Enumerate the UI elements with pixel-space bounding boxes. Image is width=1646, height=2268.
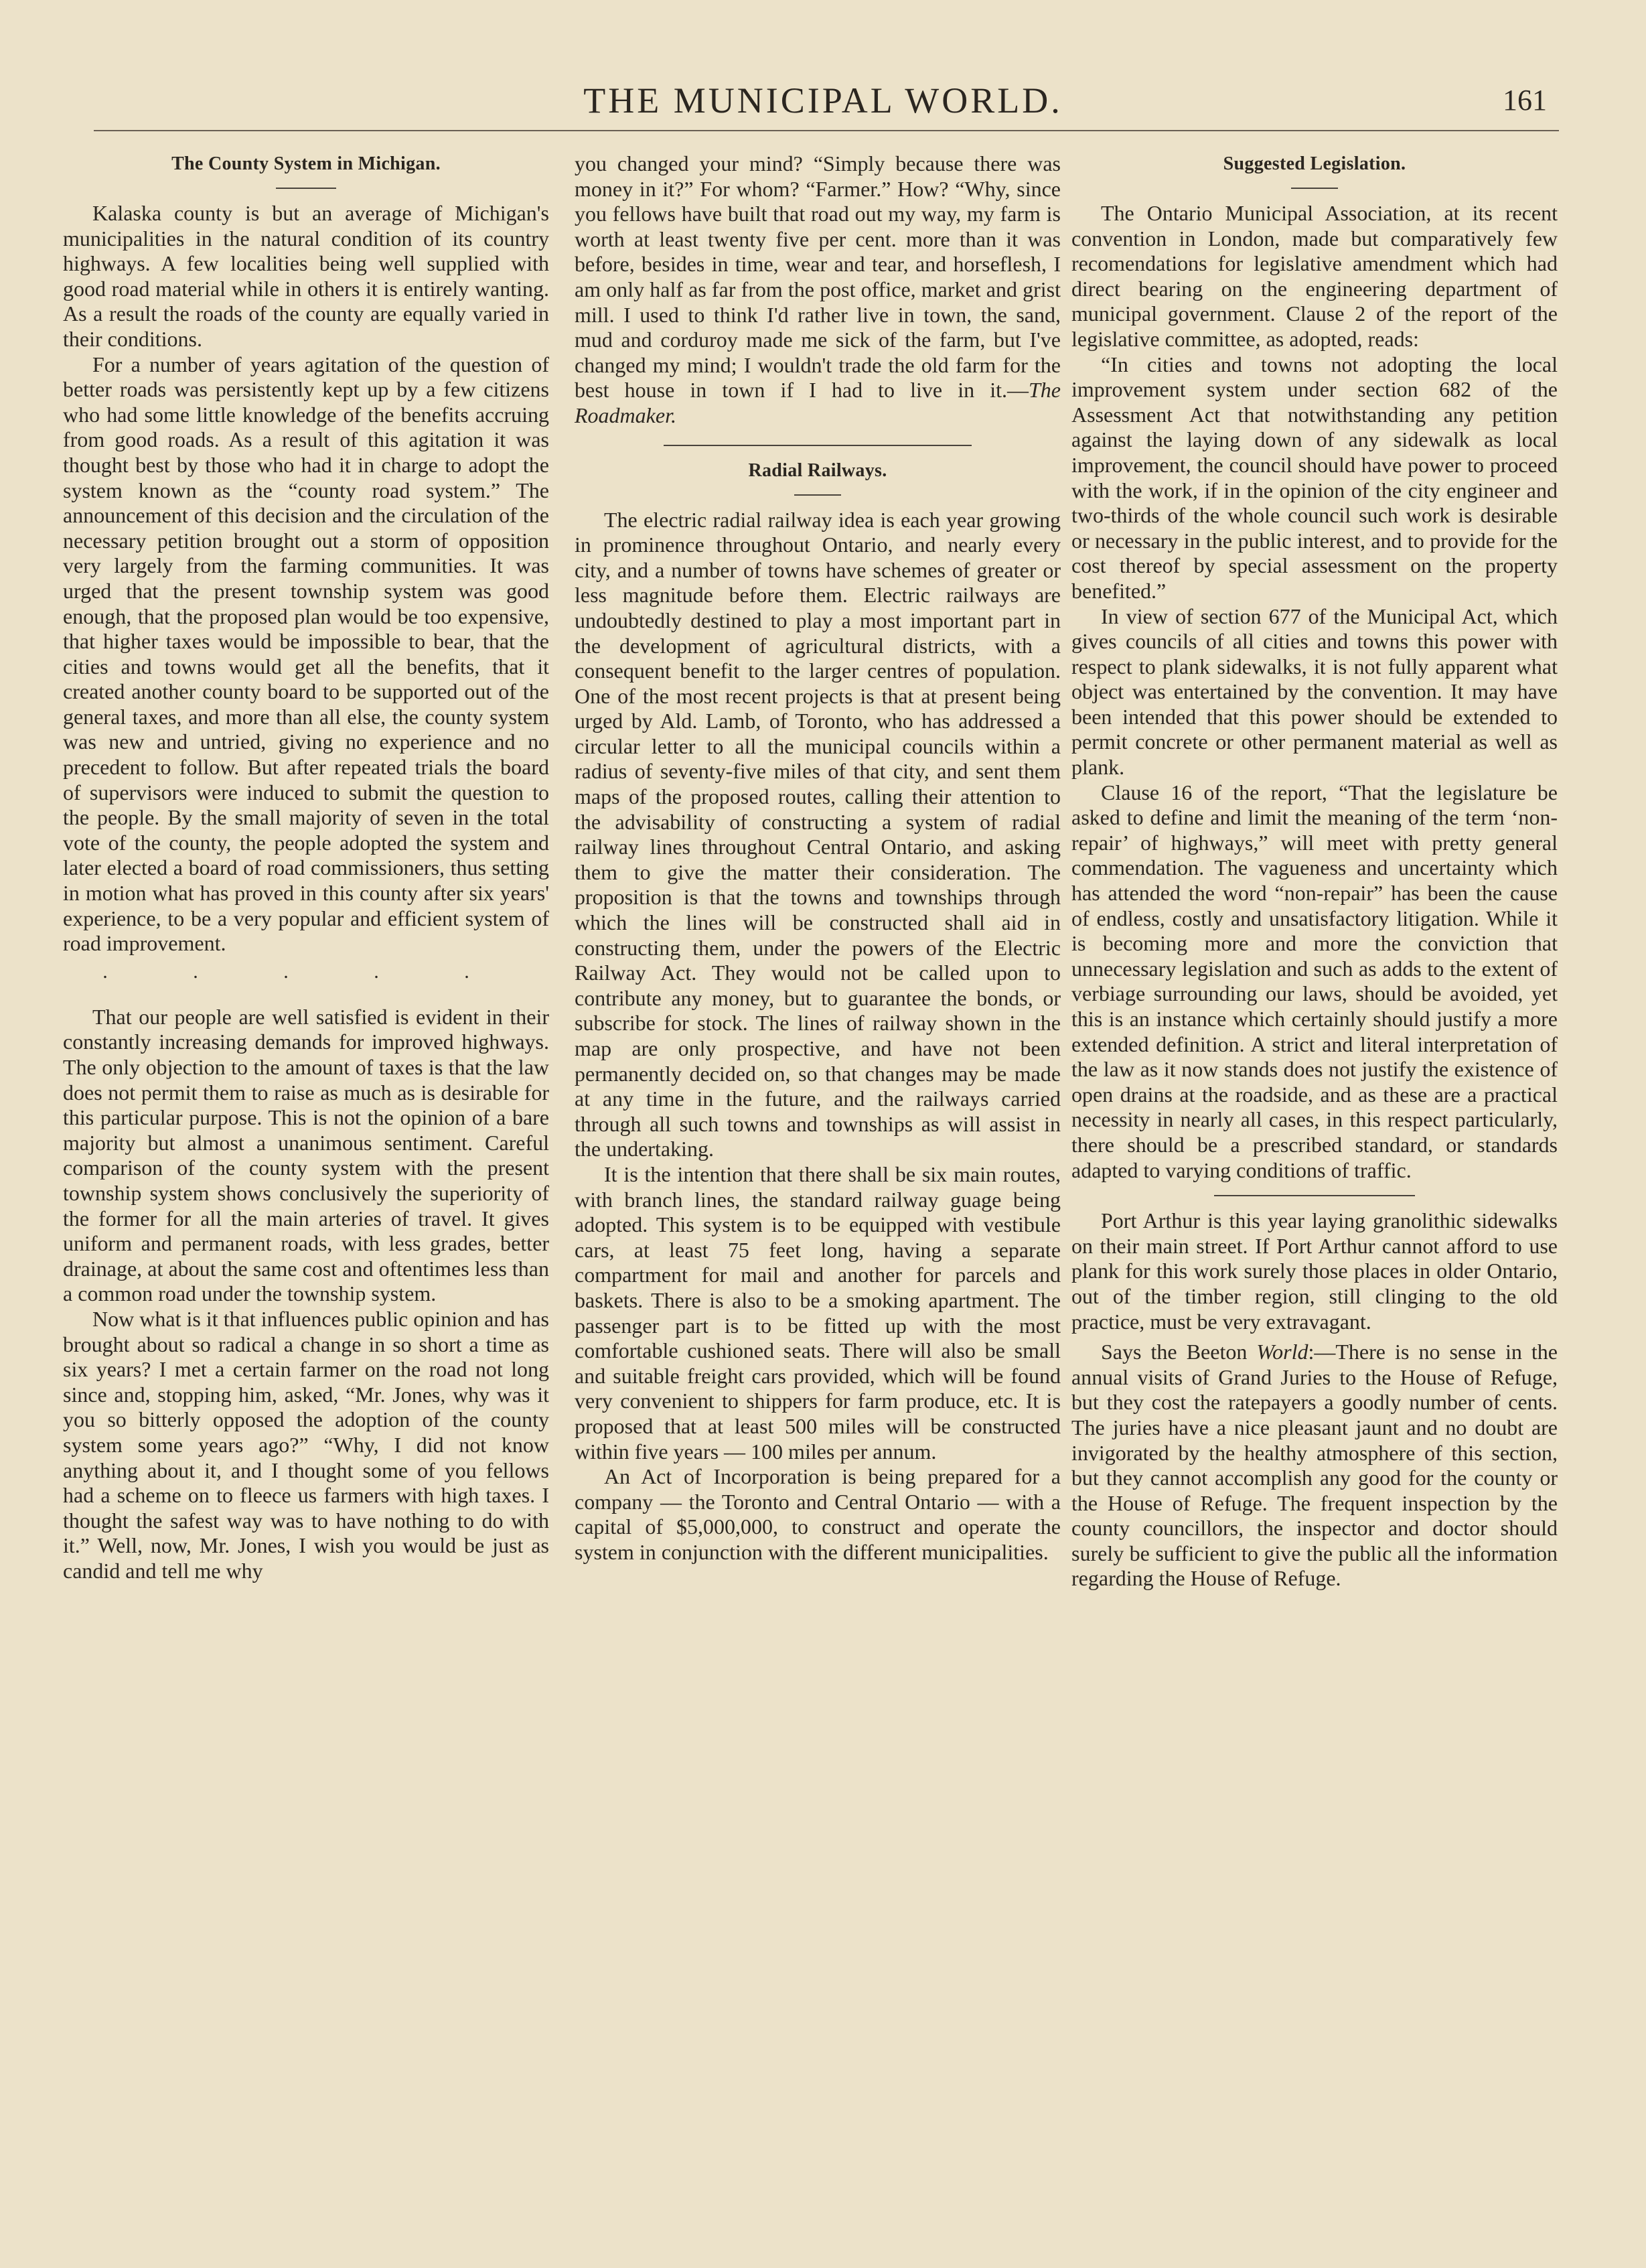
paragraph	[1071, 1340, 1558, 1591]
paragraph: An Act of Incorporation is being prepared for a company — the Toronto and Central Ontario — with a capital of $5,000,000, to construct and operate the system in conjunction with the different municipalities.	[575, 1464, 1061, 1564]
article-heading-radial-railways: Radial Railways.	[748, 459, 887, 481]
newspaper-name: World	[1256, 1340, 1308, 1364]
paragraph: That our people are well satisfied is evident in their constantly increasing demands for improved highways. The only objection to the amount of taxes is that the law does not permit them to raise as much as is desirable for this particular purpose. This is not the opinion of a bare majority but almost a unanimous sentiment. Careful comparison of the county system with the present township system shows conclusively the superiority of the former for all the main arteries of travel. It gives uniform and permanent roads, with less grades, better drainage, at about the same cost and oftentimes less than a common road under the township system.	[63, 1004, 549, 1306]
article-divider	[1214, 1195, 1415, 1196]
paragraph: The Ontario Municipal Association, at its recent convention in London, made but comparatively few recomendations for legislative amendment which had direct bearing on the engineering department of municipal government. Clause 2 of the report of the legislative committee, as adopted, reads:	[1071, 201, 1558, 351]
column-2	[575, 151, 1061, 1565]
paragraph: Clause 16 of the report, “That the legislature be asked to define and limit the meaning of the term ‘non-repair’ of highways,” will meet with pretty general commendation. The vagueness and uncertainty which has attended the word “non-repair” has been the cause of endless, costly and unsatisfactory litigation. While it is becoming more and more the conviction that unnecessary legislation and such as adds to the extent of verbiage surrounding our laws, should be avoided, yet this is an instance which certainly should justify a more extended definition. A strict and literal interpretation of the law as it now stands does not justify the existence of open drains at the roadside, and as these are a practical necessity in nearly all cases, in this respect particularly, there should be a prescribed standard, or standards adapted to varying conditions of traffic.	[1071, 780, 1558, 1182]
paragraph-text: Says the Beeton	[1101, 1340, 1257, 1364]
paragraph: Kalaska county is but an average of Michigan's municipalities in the natural condition of its country highways. A few localities being well supplied with good road material while in others it is entirely wanting. As a result the roads of the county are equally varied in their conditions.	[63, 201, 549, 351]
source-citation: The Roadmaker.	[575, 378, 1061, 427]
page-number: 161	[1503, 84, 1547, 117]
paragraph: Port Arthur is this year laying granolithic sidewalks on their main street. If Port Arthur cannot afford to use plank for this work surely those places in older Ontario, out of the timber region, still clinging to the old practice, must be very extravagant.	[1071, 1208, 1558, 1334]
paragraph-text: you changed your mind? “Simply because there was money in it?” For whom? “Farmer.” How? “Why, since you fellows have built that road out my way, my farm is worth at least twenty five per cent. more than it was before, besides in time, wear and tear, and horseflesh, I am only half as far from the post office, market and grist mill. I used to think I'd rather live in town, the sand, mud and corduroy made me sick of the farm, but I've changed my mind; I wouldn't trade the old farm for the best house in town if I had to live in it.—	[575, 151, 1061, 403]
paragraph: Now what is it that influences public opinion and has brought about so radical a change in so short a time as six years? I met a certain farmer on the road not long since and, stopping him, asked, “Mr. Jones, why was it you so bitterly opposed the adoption of the county system some years ago?” “Why, I did not know anything about it, and I thought some of you fellows had a scheme on to fleece us farmers with high taxes. I thought the safest way was to have nothing to do with it.” Well, now, Mr. Jones, I wish you would be just as candid and tell me why	[63, 1306, 549, 1583]
column-3	[1071, 151, 1558, 1591]
header-rule	[94, 130, 1559, 131]
page-title: THE MUNICIPAL WORLD.	[583, 80, 1063, 121]
article-divider	[664, 445, 972, 446]
paragraph: For a number of years agitation of the question of better roads was persistently kept up by a few citizens who had some little knowledge of the benefits accruing from good roads. As a result of this agitation it was thought best by those who had it in charge to adopt the system known as the “county road system.” The announcement of this decision and the circulation of the necessary petition brought out a storm of opposition very largely from the farming communities. It was urged that the present township system was good enough, that the proposed plan would be too expensive, that higher taxes would be impossible to bear, that the cities and towns would get all the benefits, that it created another county board to be supported out of the general taxes, and more than all else, the county system was new and untried, giving no experience and no precedent to follow. But after repeated trials the board of supervisors were induced to submit the question to the people. By the small majority of seven in the total vote of the county, the people adopted the system and later elected a board of road commissioners, thus setting in motion what has proved in this county after six years' experience, to be a very popular and efficient system of road improvement.	[63, 352, 549, 956]
heading-dash	[794, 494, 841, 496]
paragraph-text: :—There is no sense in the annual visits of Grand Juries to the House of Refuge, but they cost the ratepayers a goodly number of cents. The juries have a nice pleasant jaunt and no doubt are invigorated by the healthy atmosphere of this section, but they cannot accomplish any good for the county or the House of Refuge. The frequent inspection by the county councillors, the inspector and doctor should surely be sufficient to give the public all the information regarding the House of Refuge.	[1071, 1340, 1558, 1591]
heading-dash	[276, 188, 336, 189]
column-1	[63, 151, 549, 1583]
article-heading-suggested-legislation: Suggested Legislation.	[1223, 153, 1406, 174]
paragraph: It is the intention that there shall be six main routes, with branch lines, the standard railway guage being adopted. This system is to be equipped with vestibule cars, at least 75 feet long, having a separate compartment for mail and another for parcels and baskets. There is also to be a smoking apartment. The passenger part is to be fitted up with the most comfortable cushioned seats. There will also be small and suitable freight cars provided, which will be found very convenient to shippers for farm produce, etc. It is proposed that at least 500 miles will be constructed within five years — 100 miles per annum.	[575, 1161, 1061, 1464]
section-break-dots: . . . . .	[102, 960, 510, 983]
heading-dash	[1291, 188, 1338, 189]
paragraph: In view of section 677 of the Municipal Act, which gives councils of all cities and towns this power with respect to plank sidewalks, it is not fully apparent what object was entertained by the convention. It may have been intended that this power should be extended to permit concrete or other permanent material as well as plank.	[1071, 604, 1558, 780]
article-heading-county-system: The County System in Michigan.	[171, 153, 441, 174]
paragraph: The electric radial railway idea is each year growing in prominence throughout Ontario, and nearly every city, and a number of towns have schemes of greater or less magnitude before them. Electric railways are undoubtedly destined to play a most important part in the development of agricultural districts, with a consequent benefit to the larger centres of population. One of the most recent projects is that at present being urged by Ald. Lamb, of Toronto, who has addressed a circular letter to all the municipal councils within a radius of seventy-five miles of that city, and sent them maps of the proposed routes, calling their attention to the advisability of constructing a system of radial railway lines throughout Central Ontario, and asking them to give the matter their consideration. The proposition is that the towns and townships through which the lines will be constructed shall aid in constructing them, under the powers of the Electric Railway Act. They would not be called upon to contribute any money, but to guarantee the bonds, or subscribe for stock. The lines of railway shown in the map are only prospective, and have not been permanently decided on, so that changes may be made at any time in the future, and the railways carried through all such towns and townships as will assist in the undertaking.	[575, 507, 1061, 1161]
paragraph-continued	[575, 151, 1061, 429]
paragraph: “In cities and towns not adopting the local improvement system under section 682 of the Assessment Act that notwithstanding any petition against the laying down of any sidewalk as local improvement, the council should have power to proceed with the work, if in the opinion of the city engineer and two-thirds of the whole council such work is desirable or necessary in the public interest, and to provide for the cost thereof by special assessment on the property benefited.”	[1071, 352, 1558, 603]
